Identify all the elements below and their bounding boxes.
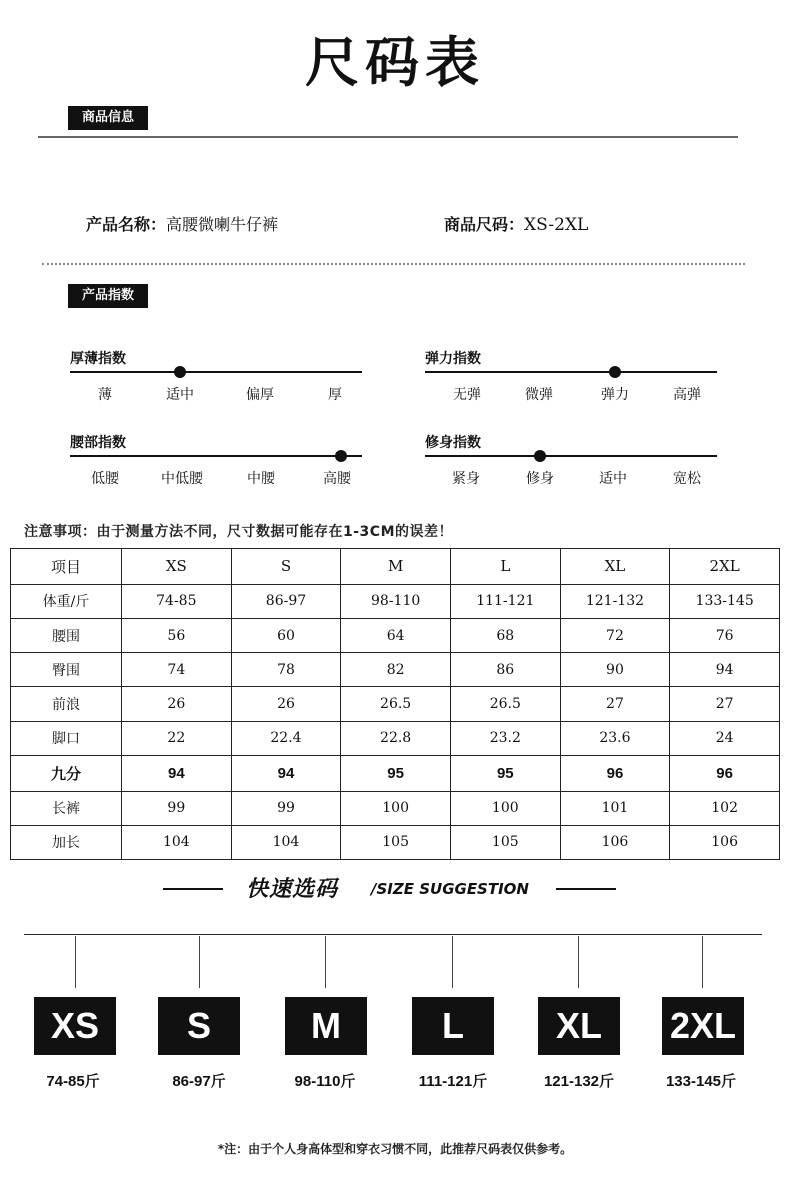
table-cell: 100 [450,791,560,825]
table-header-cell: 2XL [670,549,780,585]
index-title: 弹力指数 [425,351,481,367]
size-box-xl: XL [538,997,620,1055]
table-cell: 95 [450,755,560,791]
table-cell: 101 [560,791,670,825]
table-row-label: 加长 [11,825,122,859]
index-marker [534,450,546,462]
index-label: 薄 [98,387,112,403]
table-row-label: 臀围 [11,653,122,687]
table-cell: 68 [450,619,560,653]
table-header-row [11,549,780,585]
table-row [11,687,780,721]
table-cell: 105 [341,825,451,859]
table-cell: 96 [670,755,780,791]
index-label: 宽松 [673,471,701,487]
table-cell: 76 [670,619,780,653]
table-cell: 82 [341,653,451,687]
table-header-cell: L [450,549,560,585]
size-weight-label: 121-132斤 [543,1073,615,1090]
index-scale-line [70,455,362,457]
table-cell: 23.6 [560,721,670,755]
size-tick [702,936,703,988]
table-cell: 94 [122,755,232,791]
table-row-label: 脚口 [11,721,122,755]
table-cell: 26 [231,687,341,721]
size-box-s: S [158,997,240,1055]
index-label: 中低腰 [161,471,203,487]
index-thickness [70,348,362,428]
table-cell: 74-85 [122,584,232,618]
table-row [11,584,780,618]
table-cell: 72 [560,619,670,653]
table-cell: 64 [341,619,451,653]
table-cell: 94 [231,755,341,791]
section-tag-product-info: 商品信息 [68,106,148,130]
table-cell: 102 [670,791,780,825]
index-title: 腰部指数 [70,435,126,451]
table-cell: 104 [231,825,341,859]
table-cell: 60 [231,619,341,653]
size-table [10,548,780,860]
table-cell: 104 [122,825,232,859]
table-row [11,619,780,653]
decorative-line [163,888,223,890]
table-cell: 22 [122,721,232,755]
size-weight-label: 74-85斤 [46,1073,100,1090]
size-box-m: M [285,997,367,1055]
dotted-divider [42,263,745,265]
size-box-l: L [412,997,494,1055]
table-cell: 106 [670,825,780,859]
divider [38,136,738,138]
table-cell: 90 [560,653,670,687]
table-header-cell: XL [560,549,670,585]
table-header-cell: 项目 [11,549,122,585]
index-fit [425,432,717,512]
index-label: 紧身 [452,471,480,487]
table-cell: 27 [560,687,670,721]
table-cell: 22.8 [341,721,451,755]
table-cell: 78 [231,653,341,687]
footnote: *注：由于个人身高体型和穿衣习惯不同，此推荐尺码表仅供参考。 [217,1142,573,1156]
table-cell: 121-132 [560,584,670,618]
index-label: 修身 [526,471,554,487]
table-cell: 86-97 [231,584,341,618]
index-label: 厚 [328,387,342,403]
index-scale-line [70,371,362,373]
table-cell: 99 [231,791,341,825]
table-cell: 22.4 [231,721,341,755]
index-label: 弹力 [601,387,629,403]
table-cell: 26.5 [341,687,451,721]
index-marker [174,366,186,378]
table-row [11,721,780,755]
table-cell: 133-145 [670,584,780,618]
index-label: 低腰 [91,471,119,487]
suggestion-subtitle: /SIZE SUGGESTION [371,880,529,898]
size-weight-label: 133-145斤 [665,1073,737,1090]
table-row-label: 腰围 [11,619,122,653]
page-title: 尺码表 [305,31,485,94]
size-weight-label: 86-97斤 [172,1073,226,1090]
table-cell: 24 [670,721,780,755]
product-name-value: 高腰微喇牛仔裤 [166,215,279,234]
table-cell: 95 [341,755,451,791]
table-cell: 86 [450,653,560,687]
table-row [11,791,780,825]
index-label: 无弹 [453,387,481,403]
table-cell: 98-110 [341,584,451,618]
table-row [11,825,780,859]
table-header-cell: M [341,549,451,585]
table-cell: 27 [670,687,780,721]
size-tick [75,936,76,988]
table-row [11,653,780,687]
table-row-label: 九分 [11,755,122,791]
size-tick [199,936,200,988]
table-cell: 100 [341,791,451,825]
index-label: 适中 [166,387,194,403]
table-row-label: 长裤 [11,791,122,825]
index-elasticity [425,348,717,428]
index-scale-line [425,455,717,457]
index-label: 适中 [599,471,627,487]
index-label: 偏厚 [246,387,274,403]
table-cell: 56 [122,619,232,653]
table-row [11,755,780,791]
table-header-cell: XS [122,549,232,585]
table-cell: 26 [122,687,232,721]
size-tick [325,936,326,988]
product-size-value: XS-2XL [524,215,589,235]
table-cell: 96 [560,755,670,791]
index-label: 高腰 [323,471,351,487]
index-title: 厚薄指数 [70,351,126,367]
table-cell: 99 [122,791,232,825]
table-cell: 111-121 [450,584,560,618]
size-box-xs: XS [34,997,116,1055]
measurement-note: 注意事项：由于测量方法不同，尺寸数据可能存在1-3CM的误差！ [24,524,453,540]
index-scale-line [425,371,717,373]
size-weight-label: 98-110斤 [294,1073,356,1090]
table-row-label: 前浪 [11,687,122,721]
index-waist [70,432,362,512]
section-tag-product-index: 产品指数 [68,284,148,308]
table-header-cell: S [231,549,341,585]
product-name-row [86,212,278,235]
product-name-label: 产品名称： [86,215,167,234]
product-size-label: 商品尺码： [444,215,525,234]
size-tick [578,936,579,988]
suggestion-rule [24,934,762,935]
suggestion-title: 快速选码 [246,877,339,902]
table-row-label: 体重/斤 [11,584,122,618]
index-title: 修身指数 [425,435,481,451]
table-cell: 23.2 [450,721,560,755]
product-size-row [444,212,588,235]
index-marker [609,366,621,378]
size-box-2xl: 2XL [662,997,744,1055]
size-weight-label: 111-121斤 [418,1073,488,1090]
table-cell: 94 [670,653,780,687]
index-label: 微弹 [525,387,553,403]
index-marker [335,450,347,462]
table-cell: 106 [560,825,670,859]
index-label: 高弹 [673,387,701,403]
table-cell: 26.5 [450,687,560,721]
decorative-line [556,888,616,890]
table-cell: 74 [122,653,232,687]
index-label: 中腰 [247,471,275,487]
size-tick [452,936,453,988]
table-cell: 105 [450,825,560,859]
